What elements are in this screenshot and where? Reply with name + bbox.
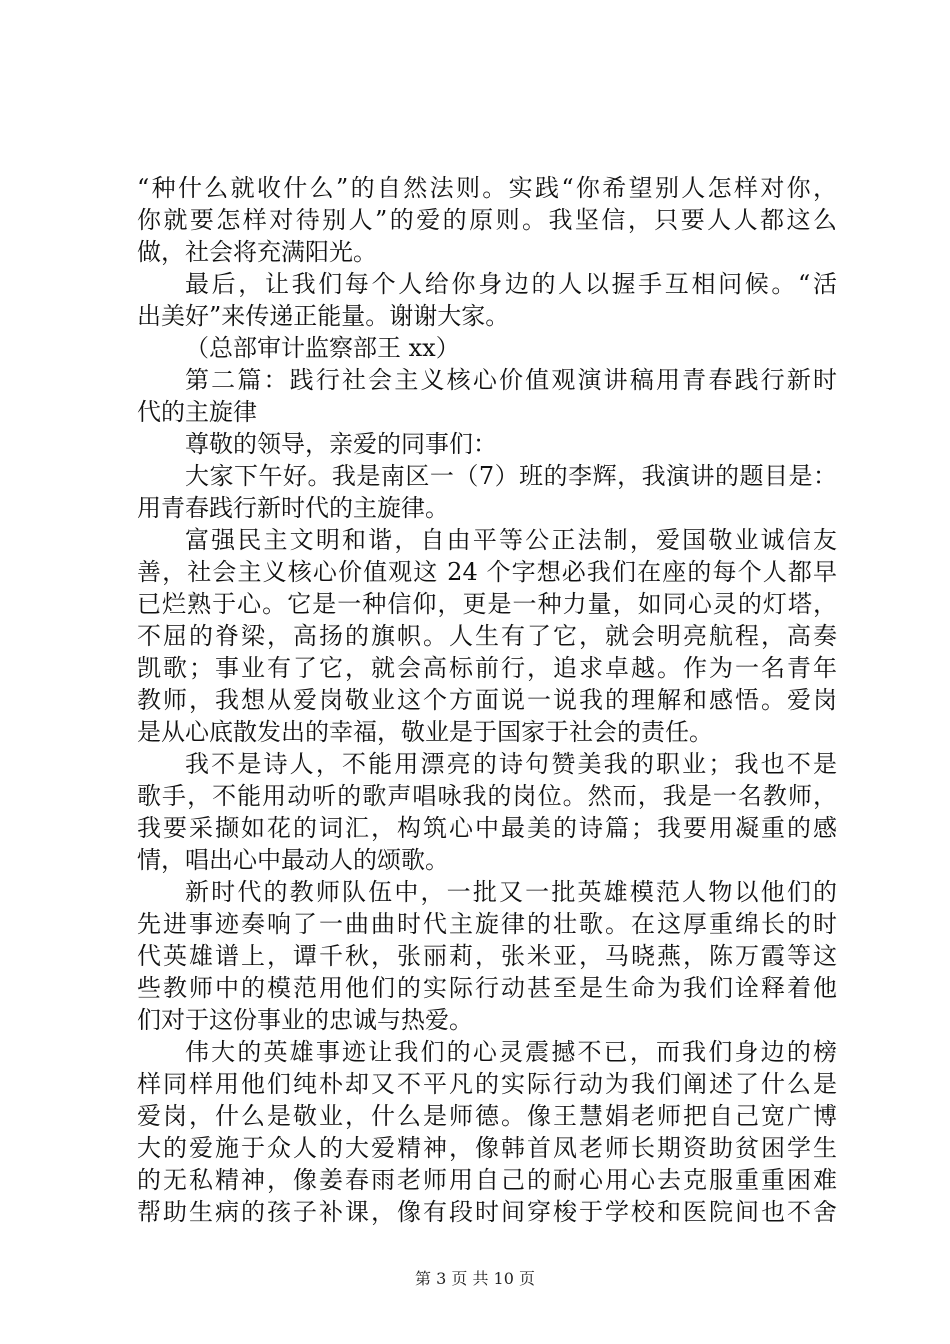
text-line: 最后，让我们每个人给你身边的人以握手互相问候。“活 [185,270,837,298]
text-line: 伟大的英雄事迹让我们的心灵震撼不已，而我们身边的榜 [185,1038,837,1066]
text-line: 帮助生病的孩子补课，像有段时间穿梭于学校和医院间也不舍 [137,1198,837,1226]
text-line: 你就要怎样对待别人”的爱的原则。我坚信，只要人人都这么 [137,206,837,234]
text-line: 新时代的教师队伍中，一批又一批英雄模范人物以他们的 [185,878,837,906]
text-line: 用青春践行新时代的主旋律。 [137,494,449,522]
text-line: 样同样用他们纯朴却又不平凡的实际行动为我们阐述了什么是 [137,1070,837,1098]
text-line: 出美好”来传递正能量。谢谢大家。 [137,302,510,330]
text-line: 先进事迹奏响了一曲曲时代主旋律的壮歌。在这厚重绵长的时 [137,910,837,938]
text-line: 我不是诗人，不能用漂亮的诗句赞美我的职业；我也不是 [185,750,837,778]
text-line: 已烂熟于心。它是一种信仰，更是一种力量，如同心灵的灯塔， [137,590,837,618]
text-line: 是从心底散发出的幸福，敬业是于国家于社会的责任。 [137,718,713,746]
text-line: 歌手，不能用动听的歌声唱咏我的岗位。然而，我是一名教师， [137,782,837,810]
text-line: 大的爱施于众人的大爱精神，像韩首凤老师长期资助贫困学生 [137,1134,837,1162]
salutation: 尊敬的领导，亲爱的同事们： [185,430,497,458]
section-heading: 第二篇：践行社会主义核心价值观演讲稿用青春践行新时 [185,366,837,394]
text-line: 富强民主文明和谐，自由平等公正法制，爱国敬业诚信友 [185,526,837,554]
author-note: （总部审计监察部王 xx） [185,334,460,362]
text-line: 们对于这份事业的忠诚与热爱。 [137,1006,473,1034]
text-line: 些教师中的模范用他们的实际行动甚至是生命为我们诠释着他 [137,974,837,1002]
text-line: 代英雄谱上，谭千秋，张丽莉，张米亚，马晓燕，陈万霞等这 [137,942,837,970]
section-heading: 代的主旋律 [137,398,257,426]
text-line: 教师，我想从爱岗敬业这个方面说一说我的理解和感悟。爱岗 [137,686,837,714]
text-line: 情，唱出心中最动人的颂歌。 [137,846,449,874]
text-line: “种什么就收什么”的自然法则。实践“你希望别人怎样对你， [137,174,837,202]
body-text [137,172,837,1228]
page-footer: 第 3 页 共 10 页 [415,1269,535,1288]
text-line: 不屈的脊梁，高扬的旗帜。人生有了它，就会明亮航程，高奏 [137,622,837,650]
text-line: 大家下午好。我是南区一（7）班的李辉，我演讲的题目是： [185,462,837,490]
text-line: 善，社会主义核心价值观这 24 个字想必我们在座的每个人都早 [137,558,837,586]
text-line: 的无私精神，像姜春雨老师用自己的耐心用心去克服重重困难 [137,1166,837,1194]
text-line: 我要采撷如花的词汇，构筑心中最美的诗篇；我要用凝重的感 [137,814,837,842]
text-line: 凯歌；事业有了它，就会高标前行，追求卓越。作为一名青年 [137,654,837,682]
text-line: 爱岗，什么是敬业，什么是师德。像王慧娟老师把自己宽广博 [137,1102,837,1130]
text-line: 做，社会将充满阳光。 [137,238,377,266]
